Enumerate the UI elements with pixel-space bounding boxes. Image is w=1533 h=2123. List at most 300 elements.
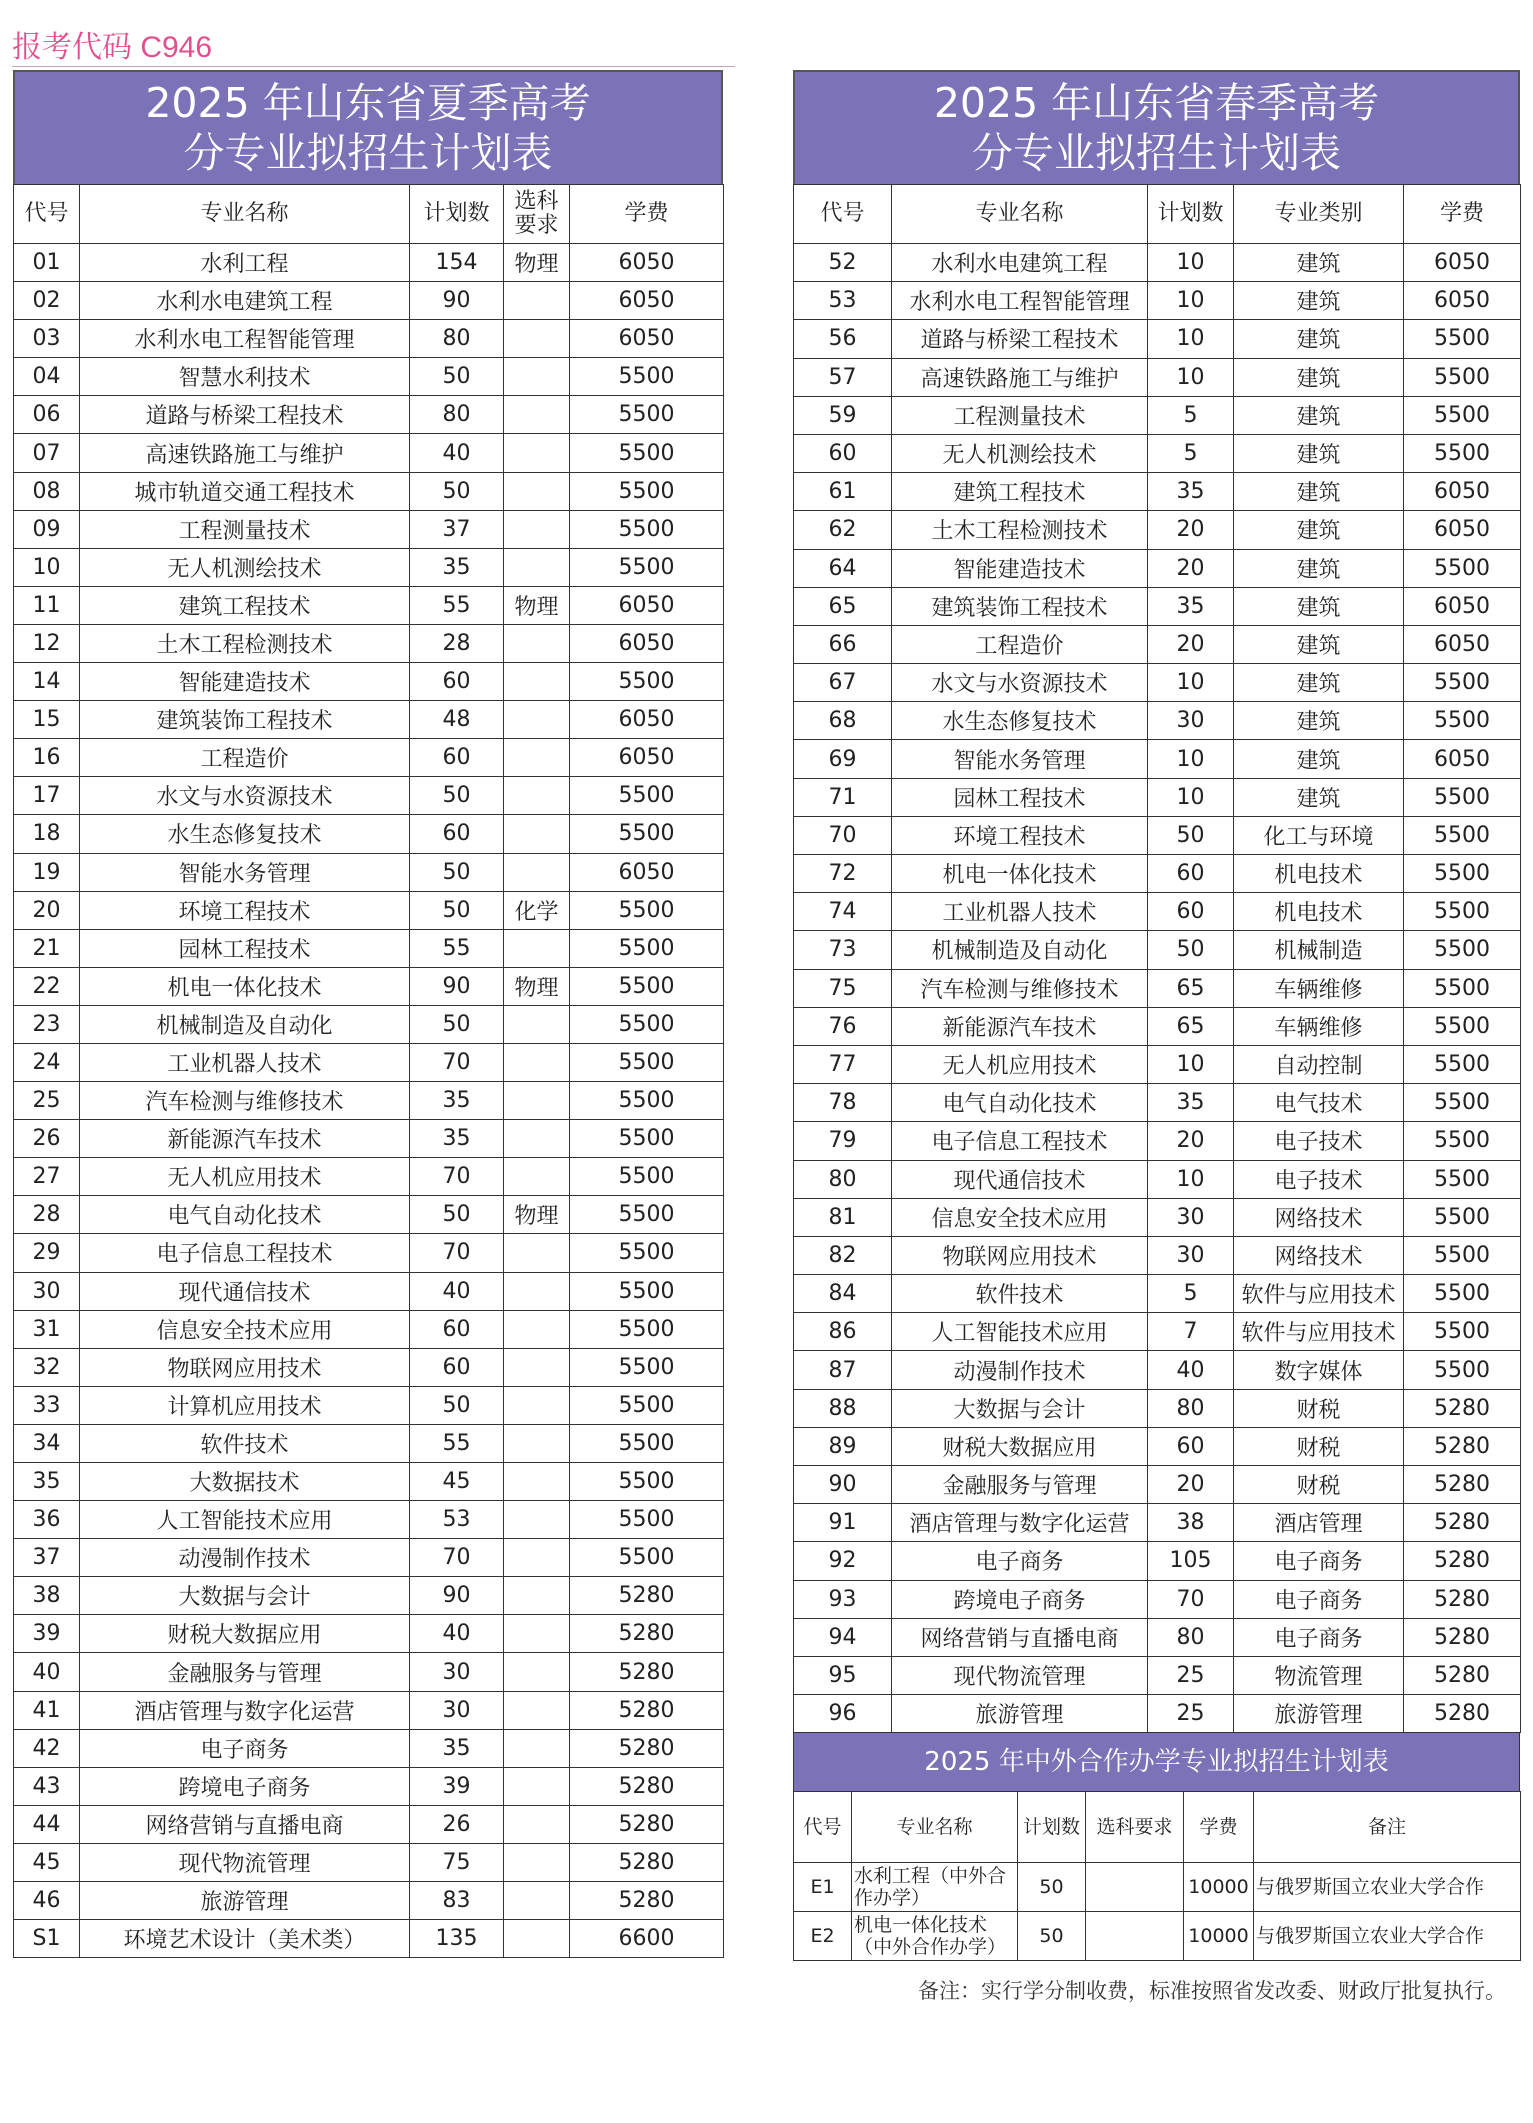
cell-code: 22: [14, 967, 80, 1005]
cell-fee: 5500: [1404, 931, 1521, 969]
cell-code: 87: [794, 1351, 892, 1389]
col-header-code: 代号: [794, 1792, 852, 1863]
cell-subject: 物理: [504, 967, 570, 1005]
cell-plan: 70: [1148, 1580, 1234, 1618]
cell-fee: 6050: [1404, 282, 1521, 320]
cell-plan: 35: [1148, 587, 1234, 625]
cell-major: 酒店管理与数字化运营: [892, 1504, 1148, 1542]
cell-category: 电子商务: [1234, 1542, 1404, 1580]
cell-category: 建筑: [1234, 244, 1404, 282]
table-row: [794, 434, 1521, 472]
cell-category: 电子商务: [1234, 1618, 1404, 1656]
cell-major: 土木工程检测技术: [80, 624, 410, 662]
cell-plan: 10: [1148, 1045, 1234, 1083]
cell-code: 53: [794, 282, 892, 320]
cell-fee: 5280: [1404, 1618, 1521, 1656]
cell-major: 汽车检测与维修技术: [892, 969, 1148, 1007]
cell-fee: 5500: [570, 1310, 724, 1348]
cell-fee: 5500: [570, 358, 724, 396]
cell-fee: 5500: [570, 434, 724, 472]
cell-code: 43: [14, 1767, 80, 1805]
cell-major: 建筑装饰工程技术: [80, 701, 410, 739]
cell-category: 电子技术: [1234, 1122, 1404, 1160]
cell-code: 01: [14, 244, 80, 282]
cell-category: 车辆维修: [1234, 969, 1404, 1007]
cell-plan: 60: [410, 815, 504, 853]
cell-fee: 5280: [1404, 1389, 1521, 1427]
cell-major: 软件技术: [80, 1424, 410, 1462]
cell-code: 77: [794, 1045, 892, 1083]
table-row: [14, 1615, 724, 1653]
cell-category: 电子商务: [1234, 1580, 1404, 1618]
cell-subject: [504, 1120, 570, 1158]
cell-plan: 40: [410, 434, 504, 472]
cell-subject: [504, 701, 570, 739]
cell-plan: 20: [1148, 511, 1234, 549]
cell-fee: 5280: [570, 1577, 724, 1615]
table-row: [794, 778, 1521, 816]
cell-category: 建筑: [1234, 511, 1404, 549]
cell-code: 84: [794, 1275, 892, 1313]
table-row: [14, 1005, 724, 1043]
cell-plan: 50: [410, 777, 504, 815]
cell-major: 环境工程技术: [892, 816, 1148, 854]
cell-code: 66: [794, 625, 892, 663]
table-row: [14, 1577, 724, 1615]
cell-category: 机电技术: [1234, 855, 1404, 893]
cell-subject: [504, 472, 570, 510]
col-header-fee: 学费: [1184, 1792, 1254, 1863]
table-row: [794, 511, 1521, 549]
cell-plan: 30: [410, 1691, 504, 1729]
cell-subject: [504, 1272, 570, 1310]
cell-major: 酒店管理与数字化运营: [80, 1691, 410, 1729]
cell-fee: 5500: [570, 891, 724, 929]
table-row: [794, 931, 1521, 969]
table-row: [794, 1275, 1521, 1313]
cell-plan: 40: [1148, 1351, 1234, 1389]
cell-subject: [504, 1615, 570, 1653]
cell-code: 70: [794, 816, 892, 854]
table-row: [794, 740, 1521, 778]
cell-code: 94: [794, 1618, 892, 1656]
cell-fee: 5500: [570, 1196, 724, 1234]
cell-subject: [504, 1005, 570, 1043]
cell-fee: 5500: [1404, 1160, 1521, 1198]
cell-plan: 35: [410, 1729, 504, 1767]
table-row: [14, 396, 724, 434]
cell-subject: [504, 815, 570, 853]
cell-plan: 50: [410, 1005, 504, 1043]
cell-fee: 6050: [1404, 244, 1521, 282]
cell-fee: 5280: [1404, 1695, 1521, 1733]
table-row: [794, 1542, 1521, 1580]
cell-code: 31: [14, 1310, 80, 1348]
cell-category: 电气技术: [1234, 1084, 1404, 1122]
cell-subject: [504, 853, 570, 891]
cell-code: 64: [794, 549, 892, 587]
cell-fee: 5500: [1404, 969, 1521, 1007]
cell-code: 73: [794, 931, 892, 969]
cell-major: 电子信息工程技术: [80, 1234, 410, 1272]
code-underline: [12, 66, 735, 67]
cell-plan: 90: [410, 967, 504, 1005]
cell-code: 91: [794, 1504, 892, 1542]
cell-major: 现代通信技术: [892, 1160, 1148, 1198]
cell-major: 新能源汽车技术: [892, 1007, 1148, 1045]
cell-plan: 35: [410, 1120, 504, 1158]
cell-code: 24: [14, 1043, 80, 1081]
table-row: [794, 893, 1521, 931]
cell-code: 23: [14, 1005, 80, 1043]
col-header-subject: 选科 要求: [504, 185, 570, 244]
cell-fee: 5500: [1404, 1084, 1521, 1122]
cell-code: 29: [14, 1234, 80, 1272]
cell-subject: [504, 358, 570, 396]
cell-major: 道路与桥梁工程技术: [892, 320, 1148, 358]
cell-code: 39: [14, 1615, 80, 1653]
cell-code: 60: [794, 434, 892, 472]
cell-subject: [504, 434, 570, 472]
cell-code: 12: [14, 624, 80, 662]
table-row: [794, 1504, 1521, 1542]
cell-subject: [504, 282, 570, 320]
cell-plan: 50: [410, 1196, 504, 1234]
cell-fee: 5500: [570, 1463, 724, 1501]
cell-plan: 50: [410, 891, 504, 929]
cell-plan: 10: [1148, 1160, 1234, 1198]
cell-code: 33: [14, 1386, 80, 1424]
cell-fee: 5280: [1404, 1504, 1521, 1542]
cell-major: 新能源汽车技术: [80, 1120, 410, 1158]
cell-major: 网络营销与直播电商: [892, 1618, 1148, 1656]
footnote: 备注：实行学分制收费，标准按照省发改委、财政厅批复执行。: [918, 1979, 1506, 2003]
cell-code: 96: [794, 1695, 892, 1733]
cell-major: 园林工程技术: [892, 778, 1148, 816]
cell-fee: 10000: [1184, 1912, 1254, 1961]
cell-subject: [504, 1501, 570, 1539]
table-row: [14, 777, 724, 815]
cell-plan: 30: [1148, 702, 1234, 740]
table-row: [794, 1912, 1521, 1961]
coop-plan-table: [793, 1791, 1521, 1961]
col-header-remark: 备注: [1254, 1792, 1521, 1863]
cell-plan: 20: [1148, 549, 1234, 587]
cell-code: 35: [14, 1463, 80, 1501]
cell-code: 71: [794, 778, 892, 816]
cell-fee: 5500: [570, 1043, 724, 1081]
cell-code: 28: [14, 1196, 80, 1234]
cell-plan: 7: [1148, 1313, 1234, 1351]
cell-subject: [504, 739, 570, 777]
cell-major: 建筑工程技术: [80, 586, 410, 624]
cell-major: 人工智能技术应用: [80, 1501, 410, 1539]
spring-title-box: [793, 70, 1520, 184]
cell-major: 水文与水资源技术: [892, 664, 1148, 702]
cell-major: 软件技术: [892, 1275, 1148, 1313]
cell-subject: [504, 1729, 570, 1767]
cell-subject: [504, 1386, 570, 1424]
cell-major: 跨境电子商务: [892, 1580, 1148, 1618]
cell-code: 40: [14, 1653, 80, 1691]
coop-title: 2025 年中外合作办学专业拟招生计划表: [793, 1733, 1520, 1791]
spring-title-line2: 分专业拟招生计划表: [972, 129, 1341, 177]
cell-plan: 65: [1148, 1007, 1234, 1045]
cell-category: 建筑: [1234, 396, 1404, 434]
col-header-major: 专业名称: [852, 1792, 1018, 1863]
table-row: [14, 1272, 724, 1310]
table-row: [14, 434, 724, 472]
cell-major: 机械制造及自动化: [892, 931, 1148, 969]
table-row: [14, 1729, 724, 1767]
cell-code: 17: [14, 777, 80, 815]
cell-fee: 5500: [570, 1348, 724, 1386]
cell-fee: 6050: [1404, 473, 1521, 511]
cell-major: 财税大数据应用: [80, 1615, 410, 1653]
summer-header-row: [14, 185, 724, 244]
cell-fee: 5280: [570, 1843, 724, 1881]
cell-plan: 35: [1148, 473, 1234, 511]
cell-code: 38: [14, 1577, 80, 1615]
cell-fee: 5280: [1404, 1466, 1521, 1504]
cell-category: 建筑: [1234, 473, 1404, 511]
cell-code: 62: [794, 511, 892, 549]
cell-category: 软件与应用技术: [1234, 1313, 1404, 1351]
table-row: [794, 1198, 1521, 1236]
cell-major: 物联网应用技术: [80, 1348, 410, 1386]
cell-major: 大数据与会计: [80, 1577, 410, 1615]
table-row: [14, 1463, 724, 1501]
cell-plan: 20: [1148, 1122, 1234, 1160]
cell-subject: [504, 1082, 570, 1120]
cell-plan: 60: [410, 1310, 504, 1348]
spring-plan-panel: [793, 70, 1520, 1961]
cell-category: 物流管理: [1234, 1656, 1404, 1694]
table-row: [794, 702, 1521, 740]
cell-fee: 5500: [570, 510, 724, 548]
cell-code: 19: [14, 853, 80, 891]
cell-plan: 45: [410, 1463, 504, 1501]
summer-title-line1: 2025 年山东省夏季高考: [145, 79, 591, 127]
cell-plan: 65: [1148, 969, 1234, 1007]
cell-major: 网络营销与直播电商: [80, 1805, 410, 1843]
cell-major: 信息安全技术应用: [892, 1198, 1148, 1236]
cell-category: 建筑: [1234, 320, 1404, 358]
cell-plan: 70: [410, 1539, 504, 1577]
table-row: [14, 1196, 724, 1234]
cell-code: 80: [794, 1160, 892, 1198]
cell-code: 61: [794, 473, 892, 511]
table-row: [794, 816, 1521, 854]
cell-fee: 5500: [1404, 1275, 1521, 1313]
cell-category: 财税: [1234, 1389, 1404, 1427]
cell-plan: 35: [410, 1082, 504, 1120]
cell-subject: [504, 929, 570, 967]
cell-subject: [504, 663, 570, 701]
cell-major: 现代物流管理: [80, 1843, 410, 1881]
cell-major: 计算机应用技术: [80, 1386, 410, 1424]
cell-major: 汽车检测与维修技术: [80, 1082, 410, 1120]
cell-code: 06: [14, 396, 80, 434]
cell-fee: 6050: [570, 624, 724, 662]
table-row: [14, 1882, 724, 1920]
table-row: [794, 1045, 1521, 1083]
cell-category: 机电技术: [1234, 893, 1404, 931]
cell-plan: 50: [1148, 931, 1234, 969]
cell-code: 89: [794, 1427, 892, 1465]
cell-major: 金融服务与管理: [892, 1466, 1148, 1504]
table-row: [14, 929, 724, 967]
cell-plan: 10: [1148, 282, 1234, 320]
cell-plan: 39: [410, 1767, 504, 1805]
cell-code: 14: [14, 663, 80, 701]
cell-subject: [504, 510, 570, 548]
table-row: [794, 1427, 1521, 1465]
cell-plan: 10: [1148, 244, 1234, 282]
cell-code: 65: [794, 587, 892, 625]
cell-major: 水利水电建筑工程: [892, 244, 1148, 282]
cell-plan: 10: [1148, 778, 1234, 816]
cell-fee: 5500: [570, 1501, 724, 1539]
cell-category: 网络技术: [1234, 1236, 1404, 1274]
cell-fee: 5500: [1404, 434, 1521, 472]
spring-title-line1: 2025 年山东省春季高考: [933, 79, 1380, 127]
cell-plan: 10: [1148, 320, 1234, 358]
cell-plan: 5: [1148, 1275, 1234, 1313]
cell-major: 建筑装饰工程技术: [892, 587, 1148, 625]
cell-fee: 5500: [570, 1539, 724, 1577]
col-header-plan: 计划数: [1148, 185, 1234, 244]
cell-subject: [504, 624, 570, 662]
cell-fee: 5500: [570, 777, 724, 815]
cell-category: 酒店管理: [1234, 1504, 1404, 1542]
cell-plan: 40: [410, 1615, 504, 1653]
table-row: [14, 548, 724, 586]
table-row: [794, 358, 1521, 396]
cell-major: 大数据技术: [80, 1463, 410, 1501]
cell-major: 机电一体化技术（中外合作办学）: [852, 1912, 1018, 1961]
cell-subject: [504, 1577, 570, 1615]
table-row: [794, 1466, 1521, 1504]
cell-major: 电子商务: [892, 1542, 1148, 1580]
cell-fee: 6050: [570, 701, 724, 739]
cell-fee: 5280: [570, 1615, 724, 1653]
table-row: [794, 1122, 1521, 1160]
col-header-code: 代号: [794, 185, 892, 244]
table-row: [14, 1805, 724, 1843]
cell-code: 30: [14, 1272, 80, 1310]
cell-fee: 6050: [570, 739, 724, 777]
cell-major: 水生态修复技术: [892, 702, 1148, 740]
cell-fee: 5500: [1404, 1007, 1521, 1045]
cell-code: 37: [14, 1539, 80, 1577]
col-header-code: 代号: [14, 185, 80, 244]
table-row: [794, 1007, 1521, 1045]
cell-fee: 5500: [1404, 1236, 1521, 1274]
cell-fee: 5280: [570, 1805, 724, 1843]
cell-subject: [504, 1920, 570, 1958]
cell-category: 机械制造: [1234, 931, 1404, 969]
table-row: [794, 1389, 1521, 1427]
col-header-category: 专业类别: [1234, 185, 1404, 244]
cell-plan: 30: [410, 1653, 504, 1691]
cell-fee: 5280: [1404, 1580, 1521, 1618]
table-row: [14, 1310, 724, 1348]
cell-subject: [504, 1882, 570, 1920]
table-row: [14, 1843, 724, 1881]
cell-category: 数字媒体: [1234, 1351, 1404, 1389]
cell-subject: [504, 396, 570, 434]
cell-subject: [504, 1310, 570, 1348]
cell-fee: 5500: [1404, 893, 1521, 931]
cell-fee: 5500: [570, 1005, 724, 1043]
cell-plan: 48: [410, 701, 504, 739]
table-row: [794, 1863, 1521, 1912]
cell-major: 建筑工程技术: [892, 473, 1148, 511]
cell-fee: 5500: [1404, 549, 1521, 587]
cell-plan: 10: [1148, 740, 1234, 778]
cell-fee: 5500: [1404, 396, 1521, 434]
table-row: [794, 625, 1521, 663]
table-row: [794, 1618, 1521, 1656]
cell-code: 74: [794, 893, 892, 931]
cell-fee: 5280: [570, 1729, 724, 1767]
cell-category: 建筑: [1234, 778, 1404, 816]
table-row: [14, 1043, 724, 1081]
cell-fee: 5500: [570, 663, 724, 701]
cell-major: 水文与水资源技术: [80, 777, 410, 815]
cell-major: 智能水务管理: [892, 740, 1148, 778]
cell-major: 电子商务: [80, 1729, 410, 1767]
cell-major: 物联网应用技术: [892, 1236, 1148, 1274]
cell-fee: 5500: [570, 815, 724, 853]
cell-code: 92: [794, 1542, 892, 1580]
table-row: [14, 586, 724, 624]
cell-code: 03: [14, 320, 80, 358]
cell-major: 电子信息工程技术: [892, 1122, 1148, 1160]
table-row: [794, 320, 1521, 358]
table-row: [14, 1653, 724, 1691]
cell-code: 69: [794, 740, 892, 778]
cell-fee: 5280: [1404, 1656, 1521, 1694]
cell-category: 建筑: [1234, 434, 1404, 472]
cell-code: S1: [14, 1920, 80, 1958]
table-row: [14, 1920, 724, 1958]
cell-plan: 70: [410, 1158, 504, 1196]
cell-plan: 60: [1148, 855, 1234, 893]
cell-plan: 60: [410, 1348, 504, 1386]
col-header-plan: 计划数: [410, 185, 504, 244]
cell-major: 旅游管理: [80, 1882, 410, 1920]
cell-fee: 6050: [570, 244, 724, 282]
cell-plan: 55: [410, 1424, 504, 1462]
cell-major: 工程测量技术: [80, 510, 410, 548]
cell-major: 工业机器人技术: [80, 1043, 410, 1081]
cell-code: 78: [794, 1084, 892, 1122]
col-header-fee: 学费: [570, 185, 724, 244]
cell-code: 76: [794, 1007, 892, 1045]
cell-plan: 50: [1018, 1912, 1086, 1961]
cell-plan: 50: [410, 1386, 504, 1424]
cell-code: 15: [14, 701, 80, 739]
cell-remark: 与俄罗斯国立农业大学合作: [1254, 1912, 1521, 1961]
cell-fee: 6050: [1404, 625, 1521, 663]
cell-major: 动漫制作技术: [892, 1351, 1148, 1389]
cell-major: 机械制造及自动化: [80, 1005, 410, 1043]
cell-fee: 6600: [570, 1920, 724, 1958]
cell-major: 人工智能技术应用: [892, 1313, 1148, 1351]
table-row: [794, 1580, 1521, 1618]
